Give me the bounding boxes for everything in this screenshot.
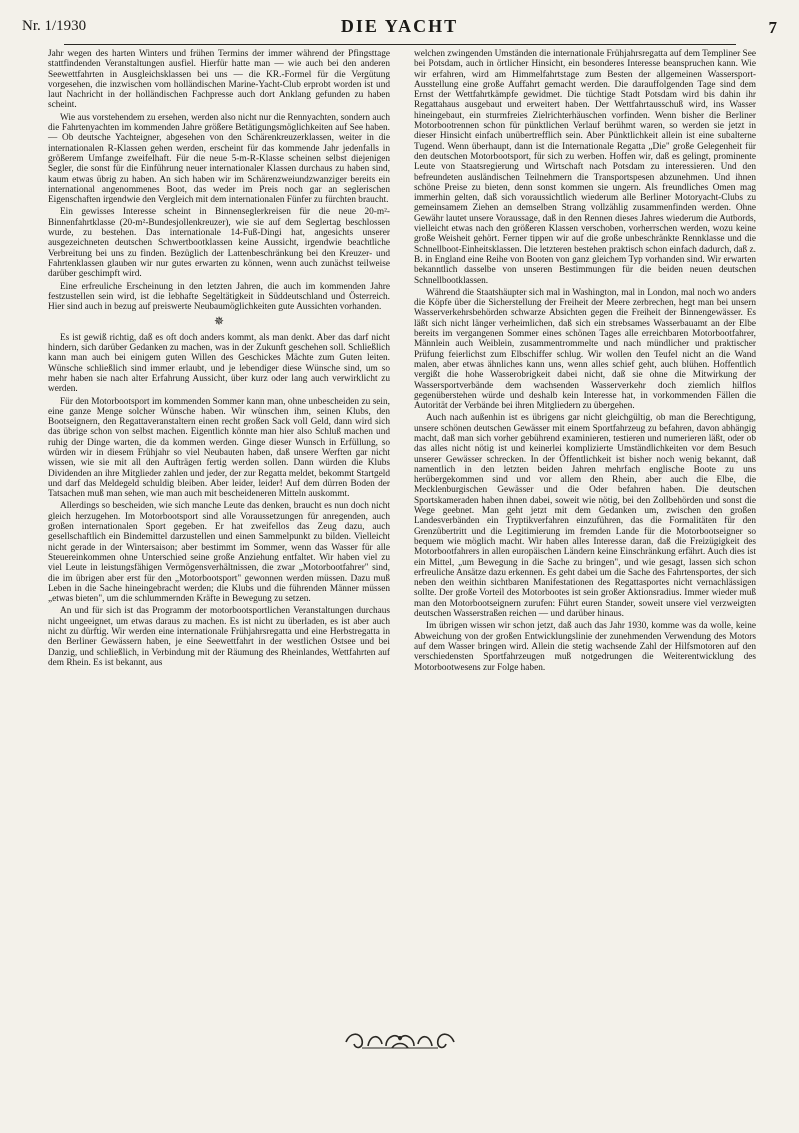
floral-ornament-icon: [340, 1026, 460, 1054]
paragraph: Es ist gewiß richtig, daß es oft doch anders kommt, als man denkt. Aber das darf nicht hindern, sich darüber Gedanken zu machen, was in der Zukunft geschehen soll. Schließlich kann man auch bei einigem guten Willen des Geschickes Mächte zum Guten leiten. Wünsche schließlich sind immer erlaubt, und je lebendiger diese Wünsche sind, um so mehr haben sie nach alter Erfahrung Aussicht, über kurz oder lang auch verwirklicht zu werden.: [48, 332, 390, 395]
paragraph: An und für sich ist das Programm der motorbootsportlichen Veranstaltungen durchaus nicht ungeeignet, um etwas daraus zu machen. Es ist nicht zu überladen, es ist aber auch nicht zu dürftig. Wir werden eine internationale Frühjahrsregatta und eine Herbstregatta in den Berliner Gewässern haben, je eine Seewettfahrt in der westlichen Ostsee und bei Danzig, und schließlich, in Verbindung mit der Räumung des Rheinlandes, Wettfahrten auf dem Rhein. Es ist bekannt, aus: [48, 606, 390, 668]
paragraph: Auch nach außenhin ist es übrigens gar nicht gleichgültig, ob man die Berechtigung, unsere schönen deutschen Gewässer mit einem Sportfahrzeug zu befahren, davon abhängig macht, daß man sich vorher gebührend examinieren, testieren und numerieren läßt, oder ob das alles nicht nötig ist und keinerlei komplizierte Umständlichkeiten vor dem Besuch unserer Gewässer schrecken. In der Öffentlichkeit ist bisher noch wenig bekannt, daß namentlich in den letzten beiden Jahren mehrfach englische Boote zu uns herübergekommen sind und vor allem den Rhein, aber auch die Elbe, die Mecklenburgischen Gewässer und die Oder befahren haben. Die deutschen Sportskameraden haben ihnen dabei, soweit wie nötig, bei den Zollbehörden und sonst die Wege geebnet. Man geht jetzt mit dem Gedanken um, zwischen den großen Landesverbänden ein Tryptikverfahren einzuführen, das die Formalitäten für den Grenzübertritt und die Legitimierung im fremden Lande für die Motorbootseigner so bequem wie möglich macht. Wir haben alles Interesse daran, daß die Freizügigkeit des Motorbootfahrers in allen europäischen Ländern keine Einschränkung erfährt. Auch dies ist ein Mittel, „um Bewegung in die Sache zu bringen", und wie gesagt, lassen sich schon erfreuliche Ansätze dazu erkennen. Es geht dabei um die Sache des Fahrtensportes, der sich neben den weithin sichtbaren Manifestationen des Regattasportes nicht vernachlässigen sollte. Der große Vorteil des Motorbootes ist sein großer Aktionsradius. Immer wieder muß man den Motorbootseignern zurufen: Führt euren Stander, soweit unsere viel verzweigten deutschen Wasserstraßen reichen — und darüber hinaus.: [414, 413, 756, 620]
right-column: [414, 49, 756, 673]
left-column: [48, 49, 390, 668]
journal-title: DIE YACHT: [340, 16, 459, 36]
paragraph: Jahr wegen des harten Winters und frühen Termins der immer während der Pfingsttage stattfindenden Veranstaltungen ausfiel. Hierfür hatte man — wie auch bei den anderen Seewettfahrten in Ausgleichsklassen bei uns — die KR.-Formel für die Vergütung vorgesehen, die inzwischen vom holländischen Marine-Yacht-Club erprobt worden ist und laut Nachricht in der holländischen Fachpresse auch dort Anklang gefunden zu haben scheint.: [48, 49, 390, 111]
paragraph: Eine erfreuliche Erscheinung in den letzten Jahren, die auch im kommenden Jahre festzustellen sein wird, ist die lebhafte Segeltätigkeit in Süddeutschland und Österreich. Hier sind auch in bezug auf preiswerte Neubaumöglichkeiten gute Aussichten vorhanden.: [48, 281, 390, 313]
issue-number: Nr. 1/1930: [22, 18, 87, 34]
paragraph: Ein gewisses Interesse scheint in Binnenseglerkreisen für die neue 20-m²-Binnenfahrtklasse (20-m²-Bundesjollenkreuzer), wie sie auf dem Seglertag beschlossen wurde, zu bestehen. Das internationale 14-Fuß-Dingi hat, angesichts unserer ausgezeichneten deutschen Schwertbootklassen keine Aussicht, irgendwie beachtliche Verbreitung bei uns zu finden. Bezüglich der Lattenbeschränkung bei den Kreuzer- und Fahrtenklassen glauben wir nur gutes erwarten zu können, wenn auch zunächst teilweise darüber geschimpft wird.: [48, 207, 390, 280]
page-header: [0, 14, 799, 54]
paragraph: Für den Motorbootsport im kommenden Sommer kann man, ohne unbescheiden zu sein, eine ganze Menge solcher Wünsche haben. Wir wünschen ihm, seinen Klubs, den Bootseignern, den Regattaveranstaltern einen recht großen Sack voll Geld, dann wird sich das übrige schon von selbst machen. Eigentlich könnte man hier also Schluß machen und ruhig der Dinge warten, die da kommen werden. Ginge dieser Wunsch in Erfüllung, so würden wir in diesem Frühjahr so viel Neubauten haben, daß unsere Werften gar nicht wissen, wie sie mit all den Aufträgen fertig werden sollen. Dann würden die Klubs Dividenden an ihre Mitglieder zahlen und jeder, der zur Regatta meldet, bekommt Startgeld und darf das Meldegeld schuldig bleiben. Aber leider, leider! Auf dem dürren Boden der Tatsachen muß man sehen, wie man auch mit bescheideneren Mitteln auskommt.: [48, 396, 390, 500]
header-rule: [64, 44, 736, 45]
paragraph: Im übrigen wissen wir schon jetzt, daß auch das Jahr 1930, komme was da wolle, keine Abweichung von der großen Entwicklungslinie der zunehmenden Verwendung des Motors auf dem Wasser bringen wird. Allein die stetig wachsende Zahl der Hilfsmotoren auf den verschiedensten Sportfahrzeugen muß notgedrungen die Weiterentwicklung des Motorbootwesens zur Folge haben.: [414, 621, 756, 673]
paragraph: welchen zwingenden Umständen die internationale Frühjahrsregatta auf dem Templiner See bei Potsdam, auch in örtlicher Hinsicht, ein besonderes Interesse beanspruchen kann. Wie wir erfahren, wird am Himmelfahrtstage zum Besten der allgemeinen Wassersport-Ausstellung eine große Auffahrt gemacht werden. Die darauffolgenden Tage sind dem Ernst der Wettfahrtkämpfe gewidmet. Die tüchtige Stadt Potsdam wird bis dahin ihr Regattahaus ausgebaut und erweitert haben. Der Wettfahrtausschuß wird, ins Wasser hineingebaut, ein sturmfreies Zielrichterhäuschen vorfinden. Wenn bisher die Berliner Motorbootrennen schon für pünktlichen Verlauf berühmt waren, so werden sie jetzt in dieser Hinsicht einfach unübertrefflich sein. Aber Pünktlichkeit allein ist eine subalterne Tugend. Wenn überhaupt, dann ist die Internationale Regatta „Die" große Gelegenheit für den deutschen Motorbootsport, für sich zu werben. Hoffen wir, daß es gelingt, prominente Leute von Staatsregierung und Wirtschaft nach Potsdam zu interessieren. Und den befreundeten ausländischen Teilnehmern die Transportspesen abzunehmen. Und ihnen schöne Preise zu bieten, denn sonst kommen sie ungern. Als freundliches Omen mag immerhin gelten, daß sich voraussichtlich wiederum alle Berliner Motoryacht-Clubs zu gemeinsamem Ziehen an demselben Strang vollzählig zusammenfinden werden. Ohne Gewähr lautet unsere Voraussage, daß in den Rennen dieses Jahres wiederum die Autbords, vielleicht etwas nach den größeren Klassen verschoben, vorherrschen werden, wozu keine große Weisheit gehört. Ferner tippen wir auf die große unbeschränkte Rennklasse und die Schnellboot-Einheitsklassen. Die letzteren bestehen praktisch schon einfach dadurch, daß z. B. in England eine Reihe von Booten von ganz gleichem Typ vorhanden sind. Wir erwarten bekanntlich dasselbe von unseren Bestimmungen für die beiden neuen deutschen Schnellbootklassen.: [414, 49, 756, 286]
page-number: 7: [768, 18, 777, 37]
paragraph: Allerdings so bescheiden, wie sich manche Leute das denken, braucht es nun doch nicht gleich herzugehen. Im Motorbootsport sind alle Voraussetzungen für anregenden, auch großen internationalen Sport gegeben. Er hat zweifellos das Zeug dazu, auch gesellschaftlich ein Bindemittel darzustellen und einen Sammelpunkt zu bilden. Vielleicht nicht gerade in der Wintersaison; aber bestimmt im Sommer, wenn das Wasser für alle Steuereinkommen ohne Unterschied seine große Anziehung entfaltet. Wir haben viel zu viel Leute in leistungsfähigen Vermögensverhältnissen, die zwar „Motorbootfahrer" sind, die im übrigen aber erst für den „Motorbootsport" gewonnen werden müssen. Dazu muß Leben in die Sache hineingebracht werden; die Klubs und die führenden Männer müssen „etwas bieten", um die schlummernden Kräfte in Bewegung zu setzen.: [48, 501, 390, 605]
paragraph: Während die Staatshäupter sich mal in Washington, mal in London, mal noch wo anders die Köpfe über die Sicherstellung der Freiheit der Meere zerbrechen, hegt man bei unsern Wasserverkehrsbehörden schwarze Absichten gegen die Freiheit der Binnengewässer. Es läßt sich nicht länger verheimlichen, daß sich ein strebsames Wasserbauamt an der Elbe bereits im vergangenen Sommer eines schönen Tages alle erreichbaren Motorbootfahrer, Männlein auch Weiblein, zusammentrommelte und nach mündlicher und praktischer Prüfung feierlichst zum Elbschiffer schlug. Wir wollen den Teufel nicht an die Wand malen, aber etwas ähnliches kann uns, wenn alles schief geht, auch blühen. Hoffentlich vergißt die hohe Wasserobrigkeit dabei nicht, daß sie ohne die Mitwirkung der Wassersportverbände dem wachsenden Wasserverkehr doch ziemlich hilflos gegenüberstehen würde und deshalb kein Interesse hat, in vorkommenden Fällen die Autorität der Verbände bei ihren Mitgliedern zu übergehen.: [414, 287, 756, 412]
paragraph: Wie aus vorstehendem zu ersehen, werden also nicht nur die Rennyachten, sondern auch die Fahrtenyachten im kommenden Jahre größere Betätigungsmöglichkeiten auf See haben. — Ob deutsche Yachteigner, abgesehen von den Schärenkreuzerklassen, weiter in die internationalen R-Klassen gehen werden, erscheint für das kommende Jahr jedenfalls in größerem Umfange zweifelhaft. Für die neue 5-m-R-Klasse scheinen selbst diejenigen Segler, die sonst für die Einführung neuer internationaler Klassen durchaus zu haben sind, kaum etwas übrig zu haben. An sich haben wir im Schärenzweiundzwanziger bereits ein international angenommenes Boot, das weder im Preis noch gar an seglerischen Eigenschaften irgendwie den Vergleich mit dem internationalen Fünfer zu fürchten braucht.: [48, 112, 390, 206]
section-divider-icon: ✵: [213, 314, 225, 329]
